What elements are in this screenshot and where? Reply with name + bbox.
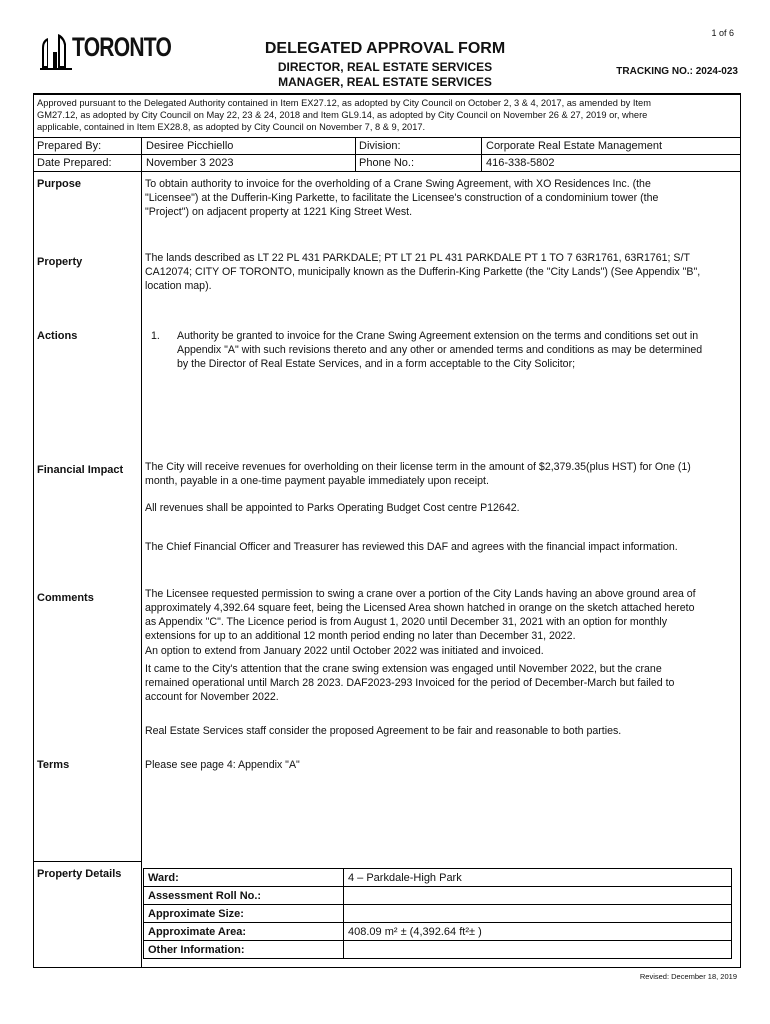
financial-text-1	[145, 460, 741, 488]
property-details-label: Property Details	[37, 868, 122, 880]
page-number: 1 of 6	[711, 28, 734, 38]
division-value: Corporate Real Estate Management	[486, 140, 663, 152]
divider	[33, 154, 741, 155]
form-frame	[33, 93, 741, 968]
logo-wordmark: TORONTO	[72, 32, 172, 62]
text-line: month, payable in a one-time payment payable immediately upon receipt.	[145, 475, 489, 487]
divider	[355, 137, 356, 171]
phone-label: Phone No.:	[359, 157, 415, 169]
divider	[33, 171, 741, 172]
text-line: remained operational until March 28 2023. DAF2023-293 Invoiced for the period of December-March but failed to	[145, 677, 675, 689]
revised-date: Revised: December 18, 2019	[639, 972, 737, 981]
text-line: as Appendix "C". The Licence period is from August 1, 2020 until December 31, 2021 with an option for monthly	[145, 616, 668, 628]
prepared-by-value: Desiree Picchiello	[146, 140, 234, 152]
divider	[33, 137, 741, 138]
division-label: Division:	[359, 140, 401, 152]
financial-impact-label: Financial Impact	[37, 464, 124, 476]
subtitle-manager: MANAGER, REAL ESTATE SERVICES	[278, 75, 492, 89]
phone-value: 416-338-5802	[486, 157, 555, 169]
property-text	[145, 251, 741, 293]
text-line: Authority be granted to invoice for the Crane Swing Agreement extension on the terms and conditions set out in	[177, 330, 699, 342]
approval-statement	[37, 97, 737, 133]
subtitle-director: DIRECTOR, REAL ESTATE SERVICES	[277, 60, 493, 74]
tracking-number: TRACKING NO.: 2024-023	[616, 66, 738, 77]
label-column-divider	[141, 137, 142, 968]
text-line: Appendix "A" with such revisions thereto and any other or amended terms and conditions as may be determined	[177, 344, 703, 356]
comments-text-4: Real Estate Services staff consider the proposed Agreement to be fair and reasonable to both parties.	[145, 725, 622, 737]
approval-line: Approved pursuant to the Delegated Authority contained in Item EX27.12, as adopted by City Council on October 2, 3 & 4, 2017, as amended by Item	[37, 98, 651, 108]
action-text	[177, 329, 741, 371]
approval-line: applicable, contained in Item EX28.8, as adopted by City Council on November 7, 8 & 9, 2017.	[37, 122, 426, 132]
text-line: The lands described as LT 22 PL 431 PARKDALE; PT LT 21 PL 431 PARKDALE PT 1 TO 7 63R1761, 63R1761; S/T	[145, 252, 690, 264]
table-row	[144, 887, 732, 905]
date-prepared-value: November 3 2023	[146, 157, 234, 169]
form-title: DELEGATED APPROVAL FORM	[264, 40, 506, 57]
divider	[33, 861, 141, 862]
comments-text-3	[145, 662, 741, 704]
terms-text: Please see page 4: Appendix "A"	[145, 759, 300, 771]
detail-key: Ward:	[144, 869, 344, 887]
financial-text-3: The Chief Financial Officer and Treasurer has reviewed this DAF and agrees with the financial impact information.	[145, 541, 678, 553]
text-line: The Licensee requested permission to swing a crane over a portion of the City Lands having an above ground area of	[145, 588, 696, 600]
text-line: "Licensee") at the Dufferin-King Parkette, to facilitate the Licensee's construction of a condominium tower (the	[145, 192, 659, 204]
text-line: It came to the City's attention that the crane swing extension was engaged until November 2022, but the crane	[145, 663, 662, 675]
detail-value	[344, 905, 732, 923]
detail-key: Assessment Roll No.:	[144, 887, 344, 905]
detail-key: Other Information:	[144, 941, 344, 959]
purpose-text	[145, 177, 741, 219]
comments-text-2: An option to extend from January 2022 until October 2022 was initiated and invoiced.	[145, 645, 544, 657]
table-row	[144, 941, 732, 959]
table-row	[144, 869, 732, 887]
actions-label: Actions	[37, 330, 78, 342]
text-line: CA12074; CITY OF TORONTO, municipally known as the Dufferin-King Parkette (the "City Lands") (See Appendix "B",	[145, 266, 701, 278]
detail-value	[344, 887, 732, 905]
text-line: The City will receive revenues for overholding on their license term in the amount of $2,379.35(plus HST) for One (1)	[145, 461, 691, 473]
detail-value: 408.09 m² ± (4,392.64 ft²± )	[344, 923, 732, 941]
prepared-by-label: Prepared By:	[37, 140, 102, 152]
financial-text-2: All revenues shall be appointed to Parks Operating Budget Cost centre P12642.	[145, 502, 520, 514]
purpose-label: Purpose	[37, 178, 82, 190]
property-details-table	[143, 868, 732, 959]
terms-label: Terms	[37, 759, 70, 771]
detail-key: Approximate Size:	[144, 905, 344, 923]
text-line: "Project") on adjacent property at 1221 King Street West.	[145, 206, 413, 218]
text-line: location map).	[145, 280, 212, 292]
text-line: approximately 4,392.64 square feet, being the Licensed Area shown hatched in orange on the sketch attached hereto	[145, 602, 695, 614]
approval-line: GM27.12, as adopted by City Council on May 22, 23 & 24, 2018 and Item GL9.14, as adopted by City Council on November 26 & 27, 2019 or, where	[37, 110, 648, 120]
text-line: by the Director of Real Estate Services, and in a form acceptable to the City Solicitor;	[177, 358, 576, 370]
comments-label: Comments	[37, 592, 94, 604]
detail-key: Approximate Area:	[144, 923, 344, 941]
table-row	[144, 905, 732, 923]
table-row	[144, 923, 732, 941]
text-line: extensions for up to an additional 12 month period ending no later than December 31, 2022.	[145, 630, 576, 642]
divider	[481, 137, 482, 171]
action-number: 1.	[151, 330, 160, 342]
text-line: To obtain authority to invoice for the overholding of a Crane Swing Agreement, with XO Residences Inc. (the	[145, 178, 651, 190]
comments-text-1	[145, 587, 741, 643]
date-prepared-label: Date Prepared:	[37, 157, 112, 169]
property-label: Property	[37, 256, 83, 268]
detail-value: 4 – Parkdale-High Park	[344, 869, 732, 887]
detail-value	[344, 941, 732, 959]
text-line: account for November 2022.	[145, 691, 279, 703]
